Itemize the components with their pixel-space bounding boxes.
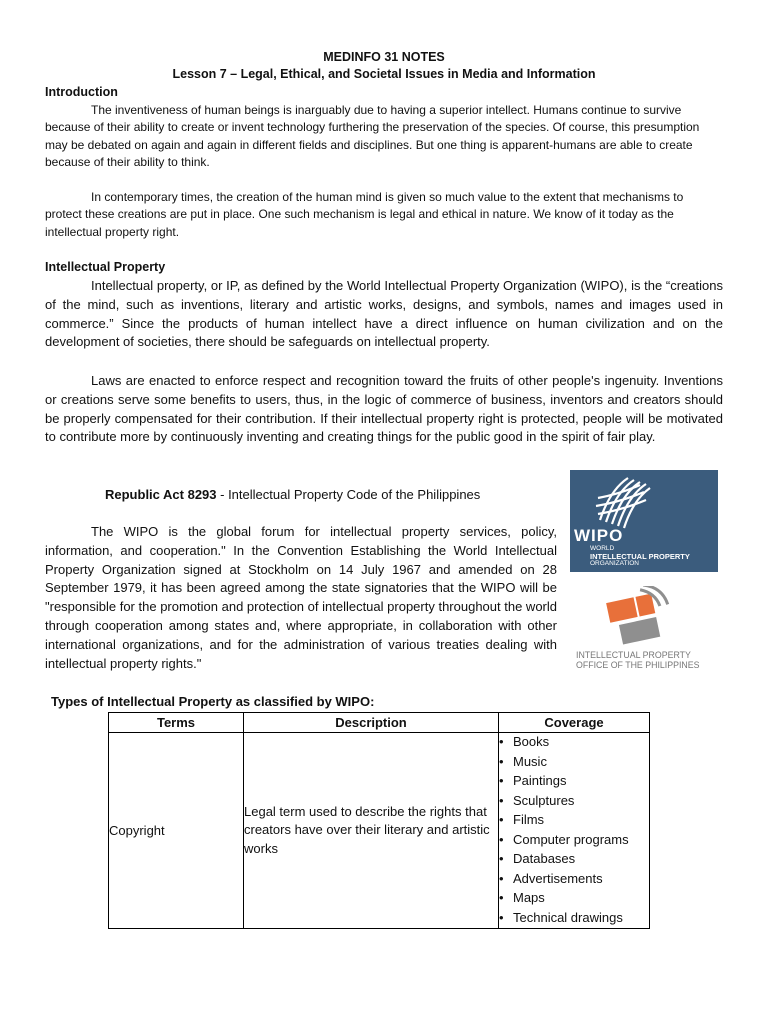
list-item: • Maps [499,889,649,908]
list-item: • Paintings [499,772,649,791]
ipophl-mark-icon [568,586,720,648]
table-header-row [109,713,650,733]
table-row [109,733,650,929]
list-item: • Computer programs [499,831,649,850]
republic-act-title: - Intellectual Property Code of the Philippines [216,487,481,502]
intellectual-property-paragraph-1: Intellectual property, or IP, as defined by the World Intellectual Property Organization (WIPO), is the “creations of the mind, such as inventions, literary and artistic works, designs, and symbols, names and images used in commerce.” Since the products of human intellect have a direct influence on human civilization and on the development of societies, there should be safeguards on intellectual property. [45,278,723,350]
wipo-logo-text [590,545,690,568]
list-item: • Advertisements [499,870,649,889]
republic-act-name: Republic Act 8293 [105,487,217,502]
types-table-heading: Types of Intellectual Property as classified by WIPO: [51,694,375,709]
wipo-logo-line-3: ORGANIZATION [590,560,639,567]
coverage-cell [499,733,650,929]
ipophl-logo-text [576,650,700,670]
list-item: • Books [499,733,649,752]
list-item: • Music [499,753,649,772]
course-title: MEDINFO 31 NOTES [323,50,445,64]
introduction-heading: Introduction [45,85,118,99]
intellectual-property-paragraph-2: Laws are enacted to enforce respect and recognition toward the fruits of other people's ingenuity. Inventions or creations serve some benefits to users, thus, in the logic of commerce of business, inventors and creators should be properly compensated for their contribution. If their intellectual property right is protected, people will be motivated to contribute more by continuously inventing and creating things for the public good in the spirit of fair play. [45,373,723,445]
list-item: • Databases [499,850,649,869]
header-coverage: Coverage [499,713,650,733]
lesson-title: Lesson 7 – Legal, Ethical, and Societal Issues in Media and Information [172,67,596,81]
ipophl-logo-line-1: INTELLECTUAL PROPERTY [576,650,691,660]
ipophl-logo-line-2: OFFICE OF THE PHILIPPINES [576,660,700,670]
wipo-logo-name: WIPO [574,526,624,545]
wipo-logo-line-2: INTELLECTUAL PROPERTY [590,551,690,561]
intellectual-property-heading: Intellectual Property [45,260,166,274]
description-cell: Legal term used to describe the rights that creators have over their literary and artistic works [244,733,499,929]
header-description: Description [244,713,499,733]
coverage-list [499,733,649,927]
header-terms: Terms [109,713,244,733]
ip-types-table [108,712,650,929]
list-item: • Technical drawings [499,909,649,928]
republic-act-line [105,487,480,502]
ipophl-logo [568,586,720,676]
term-cell: Copyright [109,733,244,929]
introduction-paragraph-2: In contemporary times, the creation of the human mind is given so much value to the extent that mechanisms to protect these creations are put in place. One such mechanism is legal and ethical in nature. We know of it today as the intellectual property right. [45,190,684,239]
list-item: • Films [499,811,649,830]
wipo-logo-line-1: WORLD [590,545,615,552]
wipo-paragraph: The WIPO is the global forum for intellectual property services, policy, information, and cooperation." In the Convention Establishing the World Intellectual Property Organization signed at Stockholm on 14 July 1967 and amended on 28 September 1979, it has been agreed among the state signatories that the WIPO will be "responsible for the promotion and protection of intellectual property throughout the world through cooperation among states and, where appropriate, in collaboration with other international organizations, and for the administration of various treaties dealing with intellectual property rights." [45,524,557,671]
wipo-logo [570,470,718,572]
list-item: • Sculptures [499,792,649,811]
introduction-paragraph-1: The inventiveness of human beings is inarguably due to having a superior intellect. Humans continue to survive because of their ability to create or invent technology furthering the preservation of the species. Of course, this presumption may be debated on again and again in different fields and disciplines. But one thing is apparent-humans are able to create because of their ability to think. [45,103,700,170]
